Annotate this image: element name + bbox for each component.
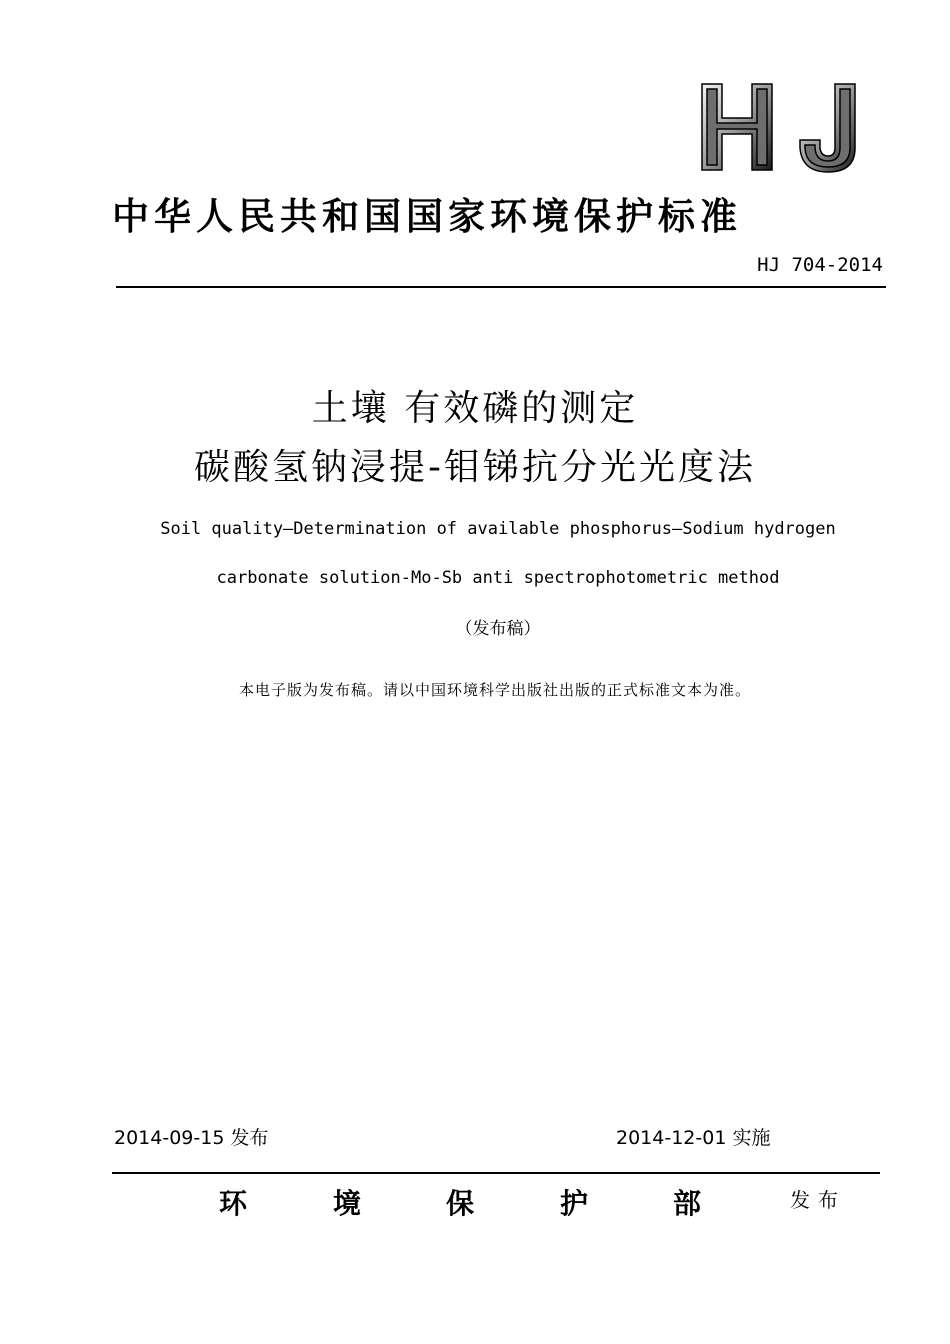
hj-logo — [690, 78, 870, 178]
standard-code: HJ 704-2014 — [757, 254, 883, 276]
title-en-line2: carbonate solution-Mo-Sb anti spectrophotometric method — [216, 568, 780, 588]
ministry-char-3: 保 — [445, 1187, 474, 1220]
ministry-char-2: 境 — [332, 1187, 361, 1220]
title-cn-line1: 土壤 有效磷的测定 — [311, 388, 639, 429]
title-cn-line2: 碳酸氢钠浸提-钼锑抗分光光度法 — [194, 447, 756, 488]
ministry-char-1: 环 — [218, 1187, 247, 1220]
logo-letter-j — [800, 84, 855, 172]
logo-letter-h — [702, 84, 772, 170]
ministry-char-5: 部 — [672, 1187, 701, 1220]
draft-label: （发布稿） — [455, 619, 541, 639]
effective-date: 2014-12-01 实施 — [616, 1127, 771, 1149]
header-rule — [116, 286, 886, 288]
edition-note: 本电子版为发布稿。请以中国环境科学出版社出版的正式标准文本为准。 — [238, 681, 751, 699]
title-en-line1: Soil quality—Determination of available phosphorus—Sodium hydrogen — [160, 519, 836, 539]
ministry-char-4: 护 — [559, 1187, 588, 1220]
footer-rule — [112, 1172, 880, 1174]
issue-label: 发布 — [790, 1188, 846, 1212]
standard-organization-title: 中华人民共和国国家环境保护标准 — [112, 194, 742, 238]
publish-date: 2014-09-15 发布 — [114, 1127, 269, 1149]
